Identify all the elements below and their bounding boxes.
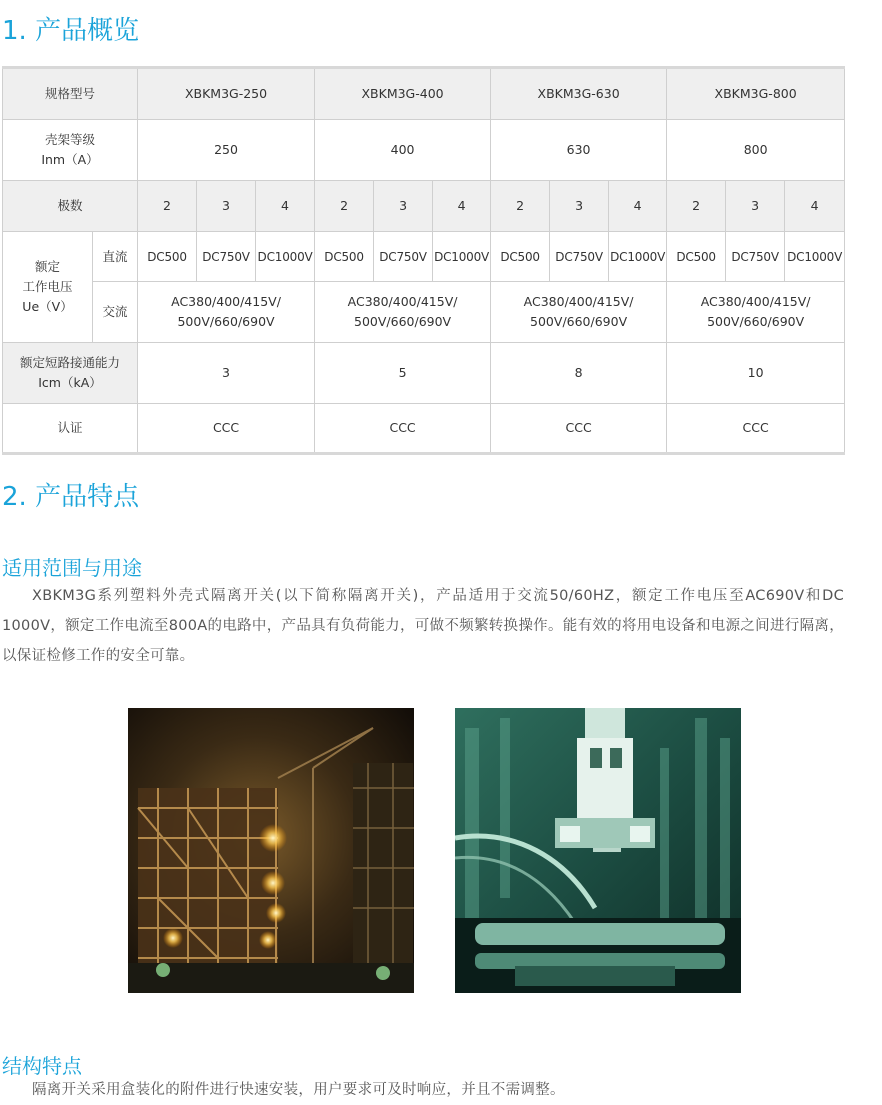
pole-cell: 4 [256,181,315,232]
ac-cell: AC380/400/415V/ 500V/660/690V [491,282,667,343]
pole-cell: 4 [609,181,667,232]
ac-label: 交流 [93,282,138,343]
construction-site-photo [128,708,414,993]
model-cell: XBKM3G-400 [315,68,491,120]
table-row-model [3,68,845,120]
voltage-label: 额定 工作电压 Ue（V） [3,232,93,343]
table-row-ac [3,282,845,343]
icm-cell: 5 [315,343,491,404]
pole-cell: 4 [433,181,491,232]
pole-cell: 3 [726,181,785,232]
dc-cell: DC500 [667,232,726,282]
ac-cell: AC380/400/415V/ 500V/660/690V [138,282,315,343]
icm-cell: 8 [491,343,667,404]
icm-cell: 10 [667,343,845,404]
cert-cell: CCC [138,404,315,454]
section-title-overview: 1. 产品概览 [2,16,140,46]
table-row-poles [3,181,845,232]
model-cell: XBKM3G-250 [138,68,315,120]
dc-label: 直流 [93,232,138,282]
usage-text: XBKM3G系列塑料外壳式隔离开关(以下简称隔离开关)，产品适用于交流50/60HZ，额定工作电压至AC690V和DC 1000V，额定工作电流至800A的电路中，产品具有负荷能力，可做不频繁转换操作。能有效的将用电设备和电源之间进行隔离，以保证检修工作的安全可靠。 [2,588,844,664]
section-title-features: 2. 产品特点 [2,482,140,512]
cert-cell: CCC [491,404,667,454]
icm-cell: 3 [138,343,315,404]
usage-title: 适用范围与用途 [2,556,142,580]
cert-cell: CCC [315,404,491,454]
table-row-cert [3,404,845,454]
frame-cell: 630 [491,120,667,181]
dc-cell: DC1000V [256,232,315,282]
dc-cell: DC500 [491,232,550,282]
poles-label: 极数 [3,181,138,232]
spec-table [2,66,845,455]
frame-cell: 400 [315,120,491,181]
pole-cell: 3 [197,181,256,232]
ac-cell: AC380/400/415V/ 500V/660/690V [315,282,491,343]
dc-cell: DC750V [374,232,433,282]
structure-text: 隔离开关采用盒装化的附件进行快速安装，用户要求可及时响应，并且不需调整。 [32,1082,565,1098]
dc-cell: DC1000V [609,232,667,282]
model-cell: XBKM3G-630 [491,68,667,120]
dc-cell: DC750V [197,232,256,282]
table-row-icm [3,343,845,404]
industrial-equipment-photo [455,708,741,993]
pole-cell: 2 [138,181,197,232]
icm-label: 额定短路接通能力 Icm（kA） [3,343,138,404]
frame-cell: 250 [138,120,315,181]
dc-cell: DC750V [726,232,785,282]
cert-cell: CCC [667,404,845,454]
pole-cell: 3 [374,181,433,232]
pole-cell: 2 [667,181,726,232]
frame-label: 壳架等级 Inm（A） [3,120,138,181]
pole-cell: 2 [315,181,374,232]
table-row-frame [3,120,845,181]
pole-cell: 2 [491,181,550,232]
structure-title: 结构特点 [2,1054,82,1078]
table-row-dc [3,232,845,282]
model-label: 规格型号 [3,68,138,120]
dc-cell: DC1000V [433,232,491,282]
pole-cell: 4 [785,181,845,232]
cert-label: 认证 [3,404,138,454]
ac-cell: AC380/400/415V/ 500V/660/690V [667,282,845,343]
dc-cell: DC500 [315,232,374,282]
dc-cell: DC1000V [785,232,845,282]
dc-cell: DC500 [138,232,197,282]
dc-cell: DC750V [550,232,609,282]
model-cell: XBKM3G-800 [667,68,845,120]
pole-cell: 3 [550,181,609,232]
frame-cell: 800 [667,120,845,181]
